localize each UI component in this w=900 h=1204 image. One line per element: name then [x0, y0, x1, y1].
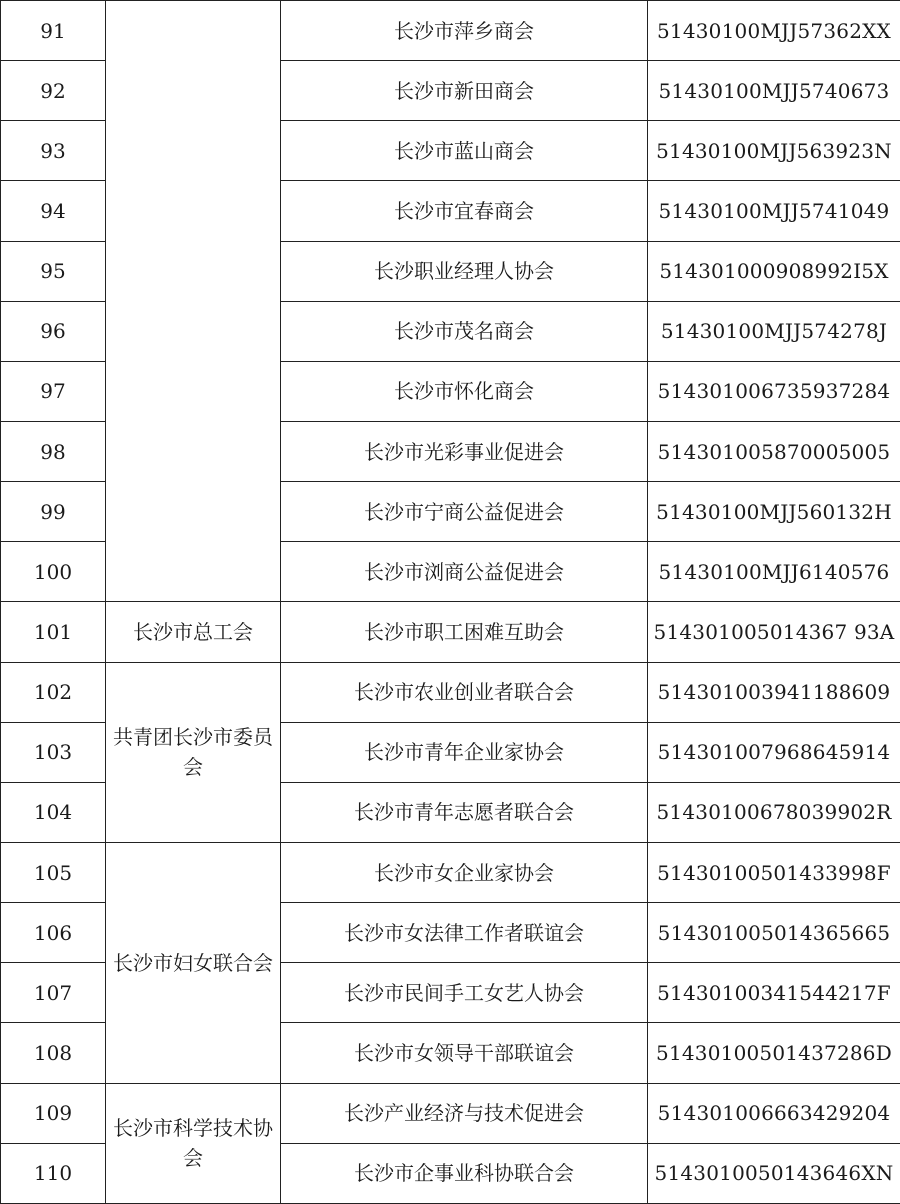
- credit-code: 514301000908992I5X: [648, 241, 900, 301]
- row-number: 98: [1, 421, 106, 481]
- parent-unit-cell: 共青团长沙市委员会: [106, 662, 281, 842]
- parent-unit-cell: 长沙市总工会: [106, 602, 281, 662]
- credit-code: 51430100MJJ5741049: [648, 181, 900, 241]
- table-row: [1, 1083, 900, 1143]
- credit-code: 51430100MJJ574278J: [648, 301, 900, 361]
- row-number: 96: [1, 301, 106, 361]
- org-name: 长沙市宜春商会: [281, 181, 648, 241]
- row-number: 105: [1, 842, 106, 902]
- credit-code: 51430100MJJ57362XX: [648, 1, 900, 61]
- parent-unit-cell: 长沙市妇女联合会: [106, 842, 281, 1083]
- row-number: 110: [1, 1143, 106, 1203]
- org-name: 长沙市浏商公益促进会: [281, 542, 648, 602]
- row-number: 97: [1, 361, 106, 421]
- table-row: [1, 842, 900, 902]
- row-number: 101: [1, 602, 106, 662]
- row-number: 104: [1, 782, 106, 842]
- credit-code: 51430100MJJ6140576: [648, 542, 900, 602]
- org-name: 长沙市新田商会: [281, 61, 648, 121]
- row-number: 106: [1, 903, 106, 963]
- table-row: [1, 602, 900, 662]
- parent-unit-cell: 长沙市科学技术协会: [106, 1083, 281, 1203]
- row-number: 95: [1, 241, 106, 301]
- org-name: 长沙市女法律工作者联谊会: [281, 903, 648, 963]
- org-name: 长沙市企事业科协联合会: [281, 1143, 648, 1203]
- row-number: 108: [1, 1023, 106, 1083]
- org-name: 长沙市萍乡商会: [281, 1, 648, 61]
- credit-code: 514301005014367 93A: [648, 602, 900, 662]
- credit-code: 51430100501437286D: [648, 1023, 900, 1083]
- credit-code: 51430100MJJ5740673: [648, 61, 900, 121]
- org-name: 长沙市职工困难互助会: [281, 602, 648, 662]
- row-number: 94: [1, 181, 106, 241]
- org-name: 长沙市女企业家协会: [281, 842, 648, 902]
- org-name: 长沙市农业创业者联合会: [281, 662, 648, 722]
- credit-code: 5143010050143646XN: [648, 1143, 900, 1203]
- credit-code: 514301007968645914: [648, 722, 900, 782]
- org-name: 长沙市蓝山商会: [281, 121, 648, 181]
- credit-code: 514301005870005005: [648, 421, 900, 481]
- row-number: 103: [1, 722, 106, 782]
- org-name: 长沙产业经济与技术促进会: [281, 1083, 648, 1143]
- row-number: 109: [1, 1083, 106, 1143]
- org-name: 长沙市怀化商会: [281, 361, 648, 421]
- org-name: 长沙市宁商公益促进会: [281, 482, 648, 542]
- credit-code: 51430100341544217F: [648, 963, 900, 1023]
- org-name: 长沙市茂名商会: [281, 301, 648, 361]
- row-number: 92: [1, 61, 106, 121]
- table-row: [1, 662, 900, 722]
- row-number: 100: [1, 542, 106, 602]
- org-name: 长沙市青年企业家协会: [281, 722, 648, 782]
- org-name: 长沙市女领导干部联谊会: [281, 1023, 648, 1083]
- credit-code: 51430100MJJ563923N: [648, 121, 900, 181]
- row-number: 91: [1, 1, 106, 61]
- credit-code: 51430100MJJ560132H: [648, 482, 900, 542]
- org-name: 长沙职业经理人协会: [281, 241, 648, 301]
- credit-code: 514301003941188609: [648, 662, 900, 722]
- row-number: 99: [1, 482, 106, 542]
- parent-unit-cell: [106, 1, 281, 602]
- org-name: 长沙市光彩事业促进会: [281, 421, 648, 481]
- credit-code: 514301005014365665: [648, 903, 900, 963]
- row-number: 107: [1, 963, 106, 1023]
- row-number: 93: [1, 121, 106, 181]
- credit-code: 51430100501433998F: [648, 842, 900, 902]
- credit-code: 51430100678039902R: [648, 782, 900, 842]
- row-number: 102: [1, 662, 106, 722]
- credit-code: 514301006735937284: [648, 361, 900, 421]
- credit-code: 514301006663429204: [648, 1083, 900, 1143]
- table-row: [1, 1, 900, 61]
- org-name: 长沙市青年志愿者联合会: [281, 782, 648, 842]
- org-name: 长沙市民间手工女艺人协会: [281, 963, 648, 1023]
